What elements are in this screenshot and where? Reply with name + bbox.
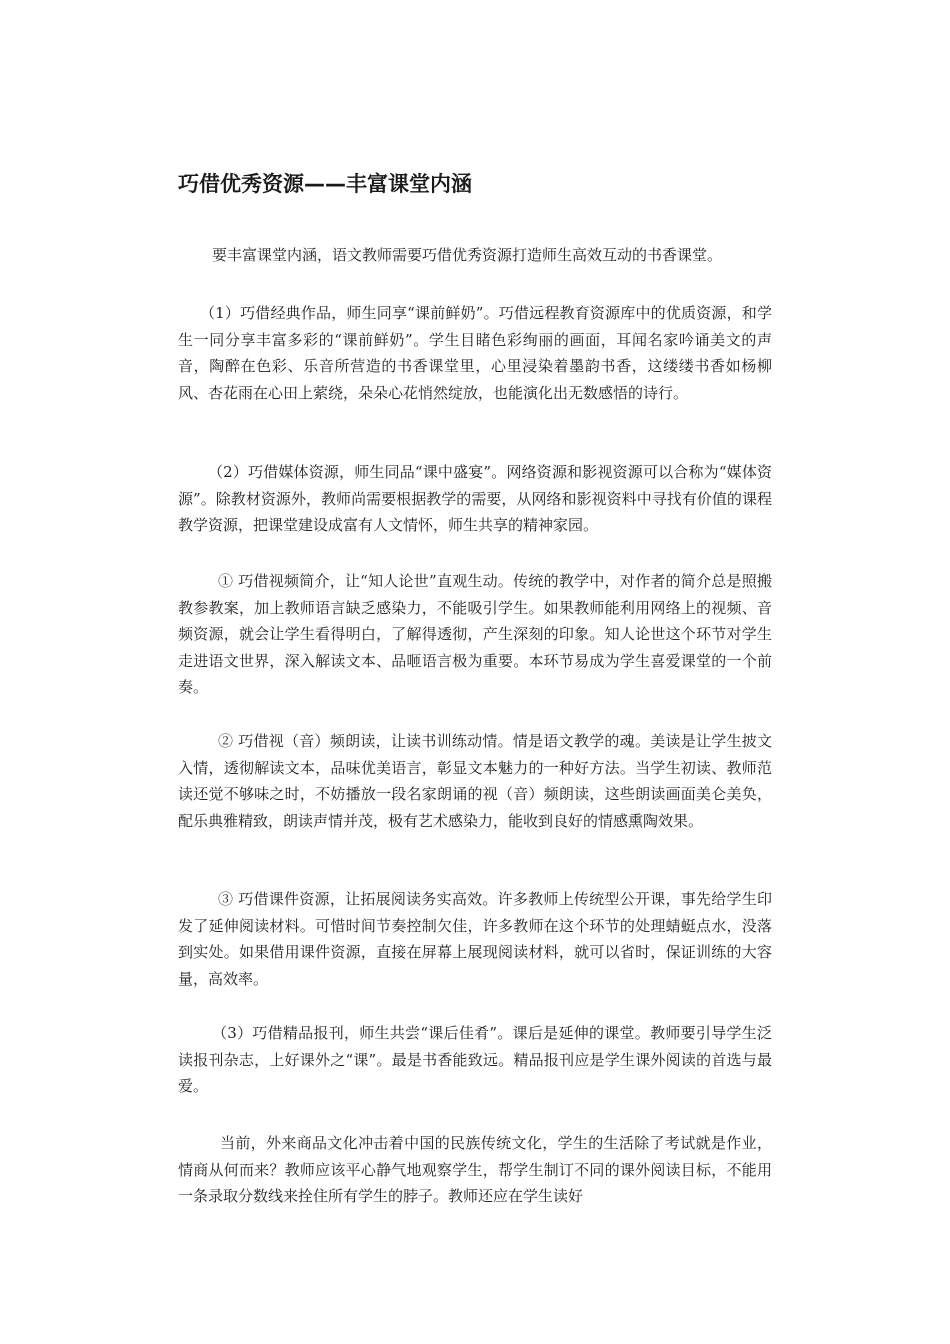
paragraph-audio-reading: ② 巧借视（音）频朗读，让读书训练动情。情是语文教学的魂。美读是让学生披文入情，透彻解读文本，品味优美语言，彰显文本魅力的一种好方法。当学生初读、教师范读还觉不够味之时，不妨播放一段名家朗诵的视（音）频朗读，这些朗读画面美仑美奂，配乐典雅精致，朗读声情并茂，极有艺术感染力，能收到良好的情感熏陶效果。 — [178, 732, 772, 830]
paragraph-current-situation: 当前，外来商品文化冲击着中国的民族传统文化，学生的生活除了考试就是作业，情商从何而来？教师应该平心静气地观察学生，帮学生制订不同的课外阅读目标，不能用一条录取分数线来拴住所有学生的脖子。教师还应在学生读好 — [178, 1134, 772, 1205]
paragraph-classic-works: （1）巧借经典作品，师生同享“课前鲜奶”。巧借远程教育资源库中的优质资源，和学生一同分享丰富多彩的“课前鲜奶”。学生目睹色彩绚丽的画面，耳闻名家吟诵美文的声音，陶醉在色彩、乐音所营造的书香课堂里，心里浸染着墨韵书香，这缕缕书香如杨柳风、杏花雨在心田上萦绕，朵朵心花悄然绽放，也能演化出无数感悟的诗行。 — [178, 304, 772, 402]
paragraph-periodicals: （3）巧借精品报刊，师生共尝“课后佳肴”。课后是延伸的课堂。教师要引导学生泛读报刊杂志，上好课外之“课”。最是书香能致远。精品报刊应是学生课外阅读的首选与最爱。 — [178, 1024, 772, 1095]
paragraph-video-intro: ① 巧借视频简介，让“知人论世”直观生动。传统的教学中，对作者的简介总是照搬教参教案，加上教师语言缺乏感染力，不能吸引学生。如果教师能利用网络上的视频、音频资源，就会让学生看得明白，了解得透彻，产生深刻的印象。知人论世这个环节对学生走进语文世界，深入解读文本、品咂语言极为重要。本环节易成为学生喜爱课堂的一个前奏。 — [178, 572, 772, 696]
paragraph-intro: 要丰富课堂内涵，语文教师需要巧借优秀资源打造师生高效互动的书香课堂。 — [212, 246, 723, 264]
paragraph-courseware: ③ 巧借课件资源，让拓展阅读务实高效。许多教师上传统型公开课，事先给学生印发了延伸阅读材料。可惜时间节奏控制欠佳，许多教师在这个环节的处理蜻蜓点水，没落到实处。如果借用课件资源，直接在屏幕上展现阅读材料，就可以省时，保证训练的大容量，高效率。 — [178, 890, 772, 988]
paragraph-media-resources: （2）巧借媒体资源，师生同品“课中盛宴”。网络资源和影视资源可以合称为“媒体资源”。除教材资源外，教师尚需要根据教学的需要，从网络和影视资料中寻找有价值的课程教学资源，把课堂建设成富有人文情怀，师生共享的精神家园。 — [178, 463, 772, 534]
document-title: 巧借优秀资源——丰富课堂内涵 — [178, 172, 472, 196]
